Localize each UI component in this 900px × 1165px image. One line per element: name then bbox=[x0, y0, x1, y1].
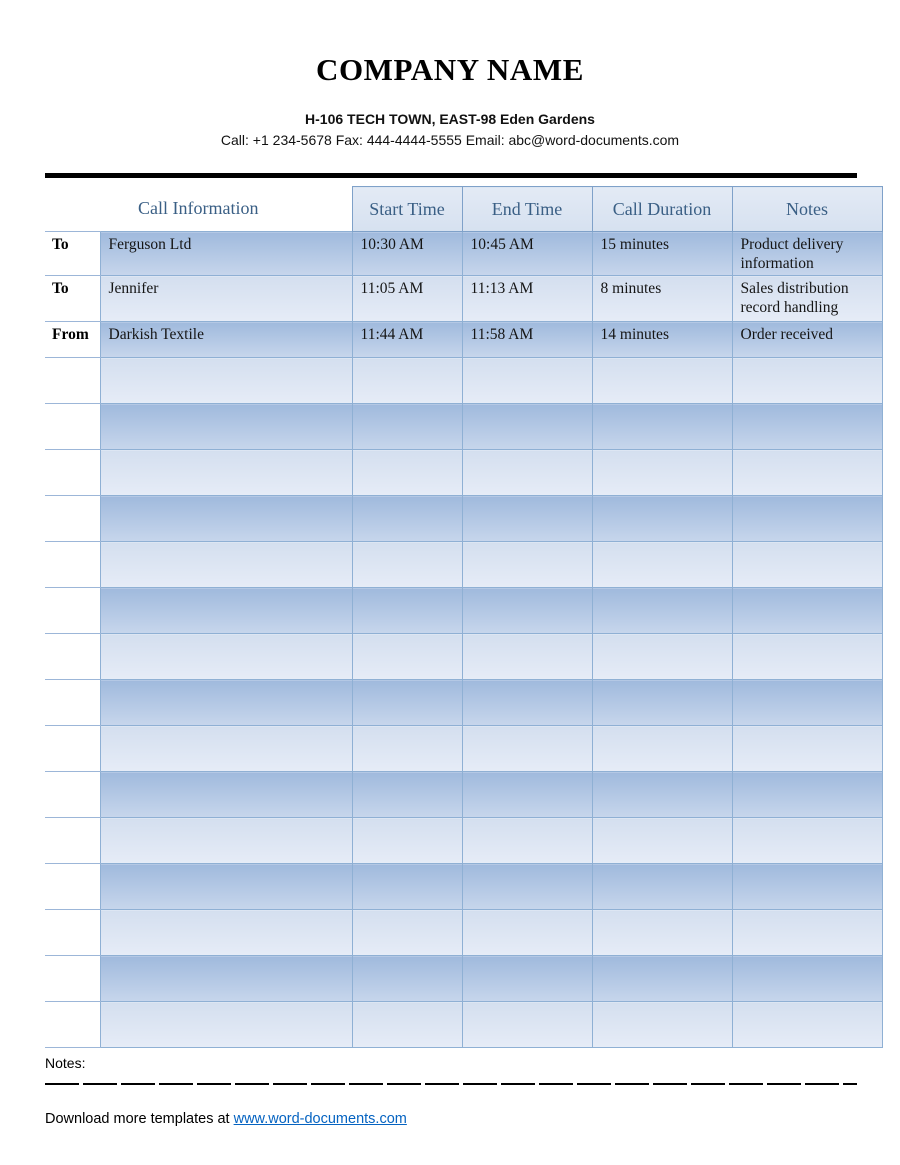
call-log-row bbox=[45, 276, 882, 322]
call-log-row bbox=[45, 322, 882, 358]
column-header-notes: Notes bbox=[732, 187, 882, 232]
call-duration-cell[interactable] bbox=[592, 726, 732, 772]
call-duration-cell[interactable] bbox=[592, 818, 732, 864]
call-duration-cell[interactable] bbox=[592, 588, 732, 634]
notes-cell[interactable]: Sales distribution record handling bbox=[732, 276, 882, 322]
call-information-cell[interactable] bbox=[100, 910, 352, 956]
direction-cell[interactable] bbox=[45, 910, 100, 956]
start-time-cell[interactable]: 10:30 AM bbox=[352, 232, 462, 276]
notes-cell[interactable] bbox=[732, 634, 882, 680]
call-log-row bbox=[45, 542, 882, 588]
direction-cell[interactable] bbox=[45, 404, 100, 450]
notes-cell[interactable] bbox=[732, 910, 882, 956]
notes-label: Notes: bbox=[45, 1055, 86, 1072]
call-information-cell[interactable] bbox=[100, 450, 352, 496]
call-duration-cell[interactable] bbox=[592, 864, 732, 910]
call-duration-cell[interactable] bbox=[592, 496, 732, 542]
call-information-cell[interactable]: Darkish Textile bbox=[100, 322, 352, 358]
download-text-prefix: Download more templates at bbox=[45, 1111, 234, 1128]
column-header-call-information: Call Information bbox=[45, 187, 352, 232]
direction-cell[interactable]: To bbox=[45, 232, 100, 276]
call-information-cell[interactable] bbox=[100, 864, 352, 910]
table-header-row bbox=[45, 187, 882, 232]
start-time-cell[interactable] bbox=[352, 404, 462, 450]
column-header-end-time: End Time bbox=[462, 187, 592, 232]
call-log-row bbox=[45, 726, 882, 772]
start-time-cell[interactable]: 11:44 AM bbox=[352, 322, 462, 358]
direction-cell[interactable] bbox=[45, 772, 100, 818]
start-time-cell[interactable] bbox=[352, 864, 462, 910]
download-link[interactable]: www.word-documents.com bbox=[233, 1111, 407, 1128]
direction-cell[interactable] bbox=[45, 680, 100, 726]
direction-cell[interactable] bbox=[45, 956, 100, 1002]
direction-cell[interactable]: To bbox=[45, 276, 100, 322]
call-log-row bbox=[45, 232, 882, 276]
download-line bbox=[45, 1111, 900, 1127]
start-time-cell[interactable] bbox=[352, 542, 462, 588]
call-information-cell[interactable] bbox=[100, 680, 352, 726]
call-duration-cell[interactable] bbox=[592, 450, 732, 496]
call-duration-cell[interactable] bbox=[592, 680, 732, 726]
call-duration-cell[interactable] bbox=[592, 1002, 732, 1048]
call-duration-cell[interactable]: 14 minutes bbox=[592, 322, 732, 358]
call-log-row bbox=[45, 864, 882, 910]
call-duration-cell[interactable]: 15 minutes bbox=[592, 232, 732, 276]
company-name: COMPANY NAME bbox=[315, 52, 585, 87]
start-time-cell[interactable] bbox=[352, 496, 462, 542]
call-information-cell[interactable] bbox=[100, 956, 352, 1002]
start-time-cell[interactable] bbox=[352, 634, 462, 680]
call-duration-cell[interactable] bbox=[592, 358, 732, 404]
call-information-cell[interactable] bbox=[100, 726, 352, 772]
start-time-cell[interactable] bbox=[352, 450, 462, 496]
call-log-row bbox=[45, 634, 882, 680]
end-time-cell[interactable] bbox=[462, 588, 592, 634]
notes-underline bbox=[45, 1083, 857, 1085]
direction-cell[interactable] bbox=[45, 634, 100, 680]
call-information-cell[interactable] bbox=[100, 818, 352, 864]
end-time-cell[interactable] bbox=[462, 634, 592, 680]
start-time-cell[interactable] bbox=[352, 818, 462, 864]
call-information-cell[interactable] bbox=[100, 1002, 352, 1048]
notes-cell[interactable] bbox=[732, 726, 882, 772]
start-time-cell[interactable] bbox=[352, 772, 462, 818]
direction-cell[interactable] bbox=[45, 588, 100, 634]
call-information-cell[interactable] bbox=[100, 496, 352, 542]
notes-cell[interactable] bbox=[732, 864, 882, 910]
call-log-row bbox=[45, 496, 882, 542]
direction-cell[interactable] bbox=[45, 450, 100, 496]
call-log-row bbox=[45, 450, 882, 496]
call-information-cell[interactable]: Jennifer bbox=[100, 276, 352, 322]
end-time-cell[interactable] bbox=[462, 358, 592, 404]
call-duration-cell[interactable] bbox=[592, 542, 732, 588]
notes-cell[interactable] bbox=[732, 588, 882, 634]
call-log-row bbox=[45, 1002, 882, 1048]
call-information-cell[interactable] bbox=[100, 542, 352, 588]
notes-cell[interactable]: Product delivery information bbox=[732, 232, 882, 276]
start-time-cell[interactable] bbox=[352, 680, 462, 726]
end-time-cell[interactable]: 10:45 AM bbox=[462, 232, 592, 276]
end-time-cell[interactable] bbox=[462, 496, 592, 542]
end-time-cell[interactable]: 11:58 AM bbox=[462, 322, 592, 358]
notes-cell[interactable]: Order received bbox=[732, 322, 882, 358]
notes-cell[interactable] bbox=[732, 772, 882, 818]
notes-cell[interactable] bbox=[732, 496, 882, 542]
end-time-cell[interactable] bbox=[462, 404, 592, 450]
notes-cell[interactable] bbox=[732, 956, 882, 1002]
column-header-start-time: Start Time bbox=[352, 187, 462, 232]
call-information-cell[interactable] bbox=[100, 588, 352, 634]
call-log-table bbox=[45, 186, 883, 1048]
direction-cell[interactable] bbox=[45, 864, 100, 910]
start-time-cell[interactable] bbox=[352, 1002, 462, 1048]
direction-cell[interactable] bbox=[45, 496, 100, 542]
start-time-cell[interactable] bbox=[352, 588, 462, 634]
notes-cell[interactable] bbox=[732, 818, 882, 864]
notes-cell[interactable] bbox=[732, 404, 882, 450]
end-time-cell[interactable] bbox=[462, 1002, 592, 1048]
call-log-row bbox=[45, 910, 882, 956]
call-log-row bbox=[45, 588, 882, 634]
call-log-row bbox=[45, 818, 882, 864]
start-time-cell[interactable]: 11:05 AM bbox=[352, 276, 462, 322]
company-contact: Call: +1 234-5678 Fax: 444-4444-5555 Email: abc@word-documents.com bbox=[220, 132, 680, 148]
call-duration-cell[interactable]: 8 minutes bbox=[592, 276, 732, 322]
direction-cell[interactable] bbox=[45, 542, 100, 588]
call-log-row bbox=[45, 358, 882, 404]
direction-cell[interactable]: From bbox=[45, 322, 100, 358]
start-time-cell[interactable] bbox=[352, 956, 462, 1002]
company-address: H-106 TECH TOWN, EAST-98 Eden Gardens bbox=[305, 111, 595, 127]
direction-cell[interactable] bbox=[45, 818, 100, 864]
notes-cell[interactable] bbox=[732, 450, 882, 496]
call-duration-cell[interactable] bbox=[592, 910, 732, 956]
call-log-row bbox=[45, 404, 882, 450]
end-time-cell[interactable] bbox=[462, 956, 592, 1002]
end-time-cell[interactable]: 11:13 AM bbox=[462, 276, 592, 322]
direction-cell[interactable] bbox=[45, 358, 100, 404]
end-time-cell[interactable] bbox=[462, 864, 592, 910]
notes-cell[interactable] bbox=[732, 358, 882, 404]
start-time-cell[interactable] bbox=[352, 910, 462, 956]
end-time-cell[interactable] bbox=[462, 726, 592, 772]
end-time-cell[interactable] bbox=[462, 680, 592, 726]
end-time-cell[interactable] bbox=[462, 772, 592, 818]
direction-cell[interactable] bbox=[45, 1002, 100, 1048]
notes-cell[interactable] bbox=[732, 542, 882, 588]
call-log-row bbox=[45, 772, 882, 818]
header-divider bbox=[45, 173, 857, 178]
start-time-cell[interactable] bbox=[352, 358, 462, 404]
notes-cell[interactable] bbox=[732, 680, 882, 726]
call-information-cell[interactable] bbox=[100, 634, 352, 680]
call-log-body bbox=[45, 232, 882, 1048]
call-duration-cell[interactable] bbox=[592, 772, 732, 818]
end-time-cell[interactable] bbox=[462, 818, 592, 864]
notes-cell[interactable] bbox=[732, 1002, 882, 1048]
call-duration-cell[interactable] bbox=[592, 634, 732, 680]
call-information-cell[interactable] bbox=[100, 358, 352, 404]
call-duration-cell[interactable] bbox=[592, 956, 732, 1002]
direction-cell[interactable] bbox=[45, 726, 100, 772]
call-information-cell[interactable]: Ferguson Ltd bbox=[100, 232, 352, 276]
end-time-cell[interactable] bbox=[462, 542, 592, 588]
call-log-row bbox=[45, 956, 882, 1002]
call-information-cell[interactable] bbox=[100, 772, 352, 818]
call-duration-cell[interactable] bbox=[592, 404, 732, 450]
end-time-cell[interactable] bbox=[462, 910, 592, 956]
end-time-cell[interactable] bbox=[462, 450, 592, 496]
call-information-cell[interactable] bbox=[100, 404, 352, 450]
call-log-row bbox=[45, 680, 882, 726]
column-header-call-duration: Call Duration bbox=[592, 187, 732, 232]
start-time-cell[interactable] bbox=[352, 726, 462, 772]
